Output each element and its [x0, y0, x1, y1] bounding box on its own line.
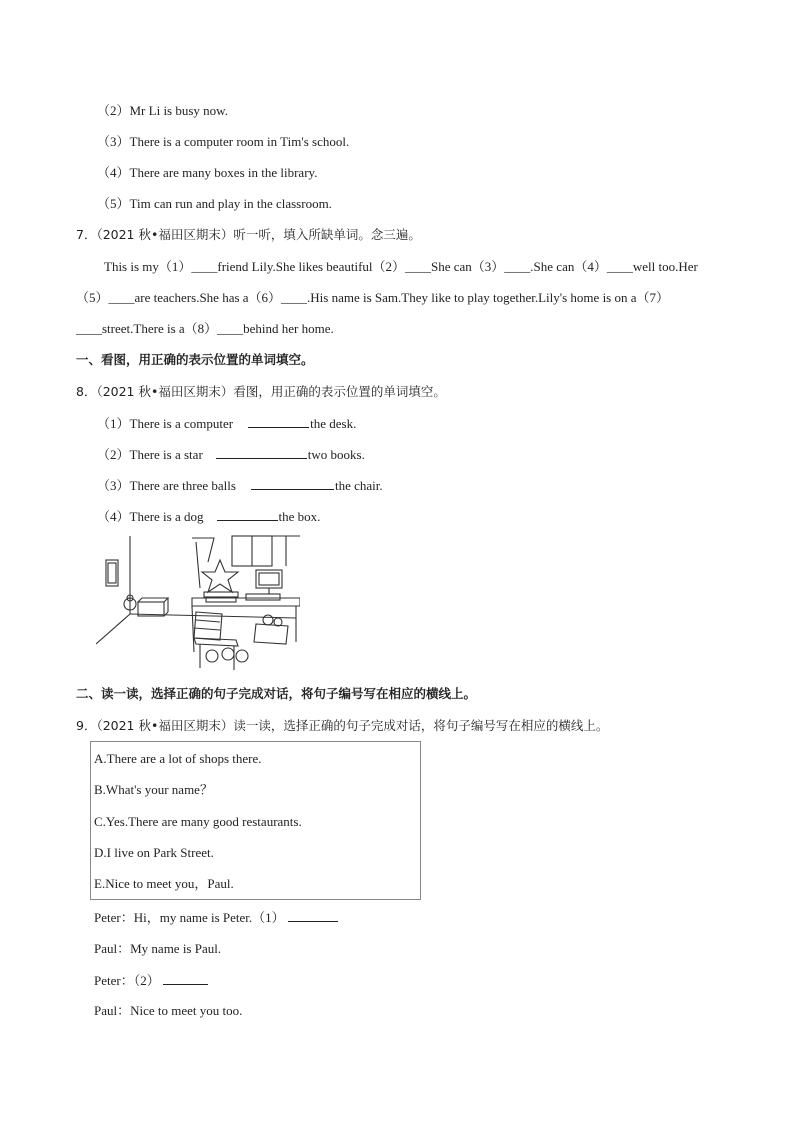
- answer-blank[interactable]: [216, 446, 307, 459]
- q8-item-2-prefix: （2）There is a star: [97, 447, 203, 462]
- ball-2: [222, 648, 234, 660]
- option-a: A.There are a lot of shops there.: [94, 751, 262, 766]
- room-scene-illustration: [96, 532, 300, 672]
- answer-blank[interactable]: [288, 909, 338, 922]
- wall-socket-inner: [108, 563, 116, 583]
- option-d: D.I live on Park Street.: [94, 845, 214, 860]
- q8-item-4: [97, 508, 320, 525]
- computer-keyboard: [246, 594, 280, 600]
- dialogue-line-1: [94, 909, 339, 926]
- option-b: B.What's your name？: [94, 782, 213, 797]
- floor-line-left: [96, 614, 130, 644]
- section-1-title: 一、看图，用正确的表示位置的单词填空。: [76, 352, 314, 367]
- toy-box: [254, 624, 288, 644]
- q8-item-3-prefix: （3）There are three balls: [97, 478, 236, 493]
- ball-1: [206, 650, 218, 662]
- option-e: E.Nice to meet you，Paul.: [94, 876, 234, 891]
- q9-stem: 9．（2021 秋•福田区期末）读一读，选择正确的句子完成对话，将句子编号写在相应的横线上。: [76, 718, 609, 733]
- q6-item-5: （5）Tim can run and play in the classroom.: [97, 196, 332, 211]
- q7-passage-line-2: （5）____are teachers.She has a（6）____.His name is Sam.They like to play together.Lily's home is on a（7）: [76, 290, 670, 305]
- q8-item-1-suffix: the desk.: [310, 416, 357, 431]
- dialogue-text: Peter：（2）: [94, 973, 160, 988]
- q7-stem: 7．（2021 秋•福田区期末）听一听，填入所缺单词。念三遍。: [76, 227, 421, 242]
- q8-item-2-suffix: two books.: [307, 447, 365, 462]
- answer-blank[interactable]: [248, 415, 309, 428]
- answer-blank[interactable]: [217, 508, 278, 521]
- q7-passage-line-3: ____street.There is a（8）____behind her home.: [76, 321, 334, 336]
- chair-seat: [194, 638, 238, 646]
- book-1: [204, 592, 238, 597]
- option-c: C.Yes.There are many good restaurants.: [94, 814, 302, 829]
- answer-blank[interactable]: [163, 972, 208, 985]
- q8-item-4-suffix: the box.: [278, 509, 321, 524]
- dialogue-line-3: [94, 972, 209, 989]
- q6-item-4: （4）There are many boxes in the library.: [97, 165, 318, 180]
- q8-item-1: [97, 415, 356, 432]
- dialogue-text: Peter：Hi，my name is Peter.（1）: [94, 910, 285, 925]
- q8-item-1-prefix: （1）There is a computer: [97, 416, 234, 431]
- curtain-line: [192, 538, 214, 562]
- q8-item-3-suffix: the chair.: [334, 478, 383, 493]
- desk-leg: [192, 606, 194, 652]
- q8-item-3: [97, 477, 383, 494]
- star-shape: [202, 560, 238, 592]
- answer-blank[interactable]: [251, 477, 334, 490]
- box-top: [138, 598, 168, 602]
- q8-item-2: [97, 446, 365, 463]
- q6-item-2: （2）Mr Li is busy now.: [97, 103, 228, 118]
- dialogue-line-4: Paul：Nice to meet you too.: [94, 1003, 243, 1018]
- section-2-title: 二、读一读，选择正确的句子完成对话，将句子编号写在相应的横线上。: [76, 686, 477, 701]
- q7-passage-line-1: This is my（1）____friend Lily.She likes beautiful（2）____She can（3）____.She can（4）____well too.Her: [104, 259, 698, 274]
- ball-3: [236, 650, 248, 662]
- q8-item-4-prefix: （4）There is a dog: [97, 509, 204, 524]
- q8-stem: 8．（2021 秋•福田区期末）看图，用正确的表示位置的单词填空。: [76, 384, 446, 399]
- q6-item-3: （3）There is a computer room in Tim's school.: [97, 134, 350, 149]
- dialogue-line-2: Paul：My name is Paul.: [94, 941, 222, 956]
